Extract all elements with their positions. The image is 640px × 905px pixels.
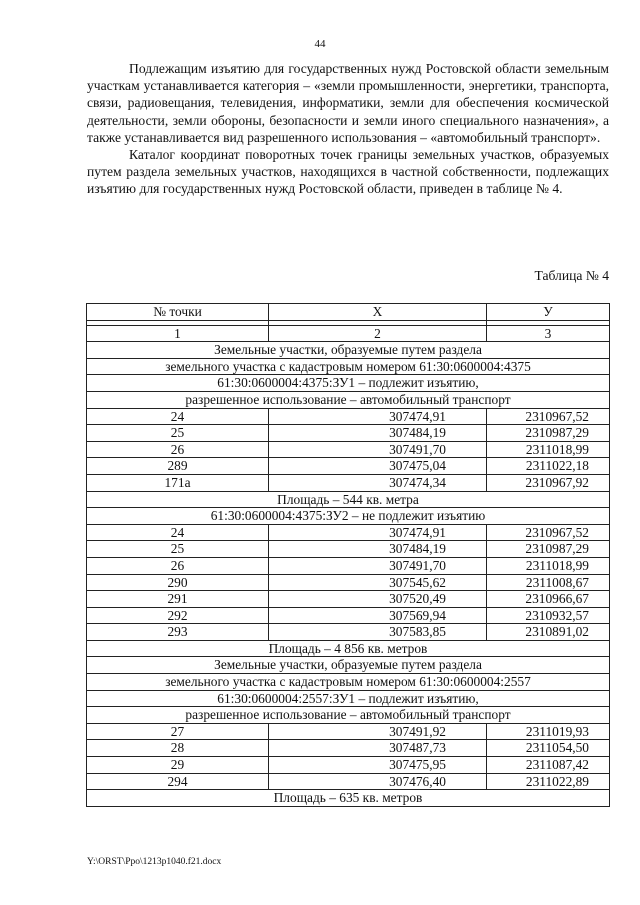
section-title-row: [87, 342, 610, 359]
x-coordinate-cell: 307487,73: [269, 740, 487, 757]
x-coordinate-cell: 307476,40: [269, 773, 487, 790]
x-coordinate-cell: 307569,94: [269, 607, 487, 624]
table-row: [87, 541, 610, 558]
x-coordinate-cell: 307475,95: [269, 757, 487, 774]
table-row: [87, 425, 610, 442]
column-number-row: [87, 325, 610, 342]
header-x: X: [269, 304, 487, 321]
table-row: [87, 723, 610, 740]
header-y: У: [487, 304, 610, 321]
section-title-row: [87, 674, 610, 691]
coordinates-table-body: [87, 304, 610, 807]
x-coordinate-cell: 307474,34: [269, 474, 487, 491]
point-number-cell: 24: [87, 524, 269, 541]
body-text: [87, 60, 609, 198]
x-coordinate-cell: 307520,49: [269, 591, 487, 608]
table-row: [87, 591, 610, 608]
table-row: [87, 524, 610, 541]
parcel-title: разрешенное использование – автомобильный транспорт: [87, 707, 610, 724]
x-coordinate-cell: 307491,70: [269, 557, 487, 574]
x-coordinate-cell: 307484,19: [269, 541, 487, 558]
y-coordinate-cell: 2311022,89: [487, 773, 610, 790]
parcel-title-row: [87, 375, 610, 392]
coordinates-table: [86, 303, 610, 807]
point-number-cell: 25: [87, 541, 269, 558]
point-number-cell: 290: [87, 574, 269, 591]
y-coordinate-cell: 2311019,93: [487, 723, 610, 740]
point-number-cell: 25: [87, 425, 269, 442]
parcel-title: 61:30:0600004:2557:ЗУ1 – подлежит изъятию,: [87, 690, 610, 707]
x-coordinate-cell: 307474,91: [269, 524, 487, 541]
x-coordinate-cell: 307545,62: [269, 574, 487, 591]
parcel-title-row: [87, 508, 610, 525]
footer-file-path: Y:\ORST\Ppo\1213p1040.f21.docx: [87, 857, 222, 867]
y-coordinate-cell: 2310932,57: [487, 607, 610, 624]
parcel-title-row: [87, 690, 610, 707]
y-coordinate-cell: 2310967,52: [487, 408, 610, 425]
column-number-2: 2: [269, 325, 487, 342]
y-coordinate-cell: 2310967,52: [487, 524, 610, 541]
point-number-cell: 292: [87, 607, 269, 624]
parcel-area-row: [87, 491, 610, 508]
point-number-cell: 26: [87, 557, 269, 574]
section-title-row: [87, 358, 610, 375]
x-coordinate-cell: 307474,91: [269, 408, 487, 425]
point-number-cell: 291: [87, 591, 269, 608]
parcel-area: Площадь – 544 кв. метра: [87, 491, 610, 508]
x-coordinate-cell: 307475,04: [269, 458, 487, 475]
paragraph-category: Подлежащим изъятию для государственных нужд Ростовской области земельным участкам устанавливается категория – «земли промышленности, энергетики, транспорта, связи, радиовещания, телевидения, информатики, земли для обеспечения космической деятельности, земли обороны, безопасности и земли иного специального назначения», а также устанавливается вид разрешенного использования – «автомобильный транспорт».: [87, 61, 609, 145]
y-coordinate-cell: 2311018,99: [487, 441, 610, 458]
table-row: [87, 773, 610, 790]
table-row: [87, 557, 610, 574]
table-row: [87, 574, 610, 591]
point-number-cell: 27: [87, 723, 269, 740]
table-row: [87, 458, 610, 475]
y-coordinate-cell: 2311054,50: [487, 740, 610, 757]
point-number-cell: 29: [87, 757, 269, 774]
section-title: Земельные участки, образуемые путем раздела: [87, 657, 610, 674]
y-coordinate-cell: 2310891,02: [487, 624, 610, 641]
point-number-cell: 26: [87, 441, 269, 458]
table-header-row: [87, 304, 610, 321]
point-number-cell: 24: [87, 408, 269, 425]
section-title: земельного участка с кадастровым номером 61:30:0600004:2557: [87, 674, 610, 691]
parcel-title: 61:30:0600004:4375:ЗУ1 – подлежит изъятию,: [87, 375, 610, 392]
y-coordinate-cell: 2311022,18: [487, 458, 610, 475]
table-row: [87, 408, 610, 425]
x-coordinate-cell: 307491,92: [269, 723, 487, 740]
y-coordinate-cell: 2310987,29: [487, 541, 610, 558]
page-number: 44: [314, 38, 326, 50]
x-coordinate-cell: 307583,85: [269, 624, 487, 641]
section-title: Земельные участки, образуемые путем раздела: [87, 342, 610, 359]
y-coordinate-cell: 2310966,67: [487, 591, 610, 608]
y-coordinate-cell: 2310967,92: [487, 474, 610, 491]
parcel-area: Площадь – 4 856 кв. метров: [87, 640, 610, 657]
parcel-title-row: [87, 391, 610, 408]
section-title-row: [87, 657, 610, 674]
section-title: земельного участка с кадастровым номером 61:30:0600004:4375: [87, 358, 610, 375]
table-row: [87, 757, 610, 774]
point-number-cell: 294: [87, 773, 269, 790]
table-row: [87, 474, 610, 491]
y-coordinate-cell: 2311087,42: [487, 757, 610, 774]
x-coordinate-cell: 307491,70: [269, 441, 487, 458]
column-number-1: 1: [87, 325, 269, 342]
table-row: [87, 624, 610, 641]
parcel-area: Площадь – 635 кв. метров: [87, 790, 610, 807]
table-caption: Таблица № 4: [534, 268, 609, 283]
paragraph-catalog: Каталог координат поворотных точек границы земельных участков, образуемых путем раздела земельных участков, находящихся в частной собственности, подлежащих изъятию для государственных нужд Ростовской области, приведен в таблице № 4.: [87, 147, 609, 197]
parcel-title: разрешенное использование – автомобильный транспорт: [87, 391, 610, 408]
table-row: [87, 607, 610, 624]
point-number-cell: 28: [87, 740, 269, 757]
point-number-cell: 293: [87, 624, 269, 641]
table-row: [87, 441, 610, 458]
table-row: [87, 740, 610, 757]
point-number-cell: 171а: [87, 474, 269, 491]
y-coordinate-cell: 2310987,29: [487, 425, 610, 442]
parcel-area-row: [87, 640, 610, 657]
parcel-title: 61:30:0600004:4375:ЗУ2 – не подлежит изъятию: [87, 508, 610, 525]
parcel-area-row: [87, 790, 610, 807]
y-coordinate-cell: 2311008,67: [487, 574, 610, 591]
parcel-title-row: [87, 707, 610, 724]
point-number-cell: 289: [87, 458, 269, 475]
header-point-number: № точки: [87, 304, 269, 321]
y-coordinate-cell: 2311018,99: [487, 557, 610, 574]
column-number-3: 3: [487, 325, 610, 342]
x-coordinate-cell: 307484,19: [269, 425, 487, 442]
